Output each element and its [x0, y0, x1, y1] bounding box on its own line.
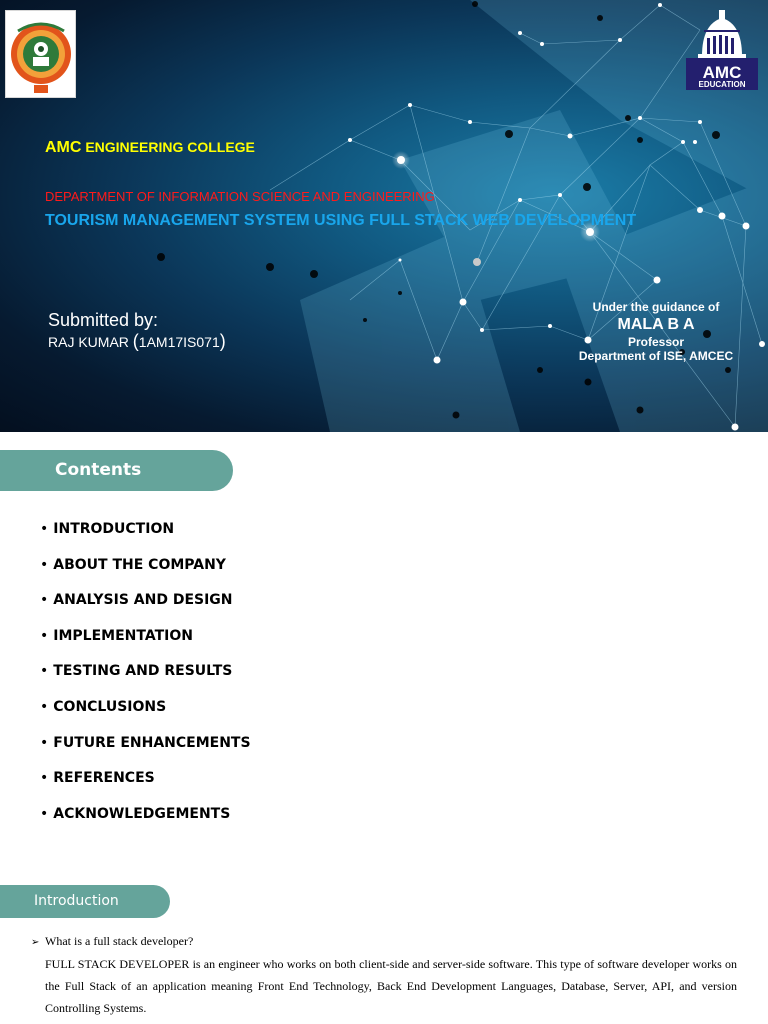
- list-item: • FUTURE ENHANCEMENTS: [40, 734, 251, 751]
- student-name: RAJ KUMAR: [48, 334, 133, 350]
- guide-name: MALA B A: [617, 316, 695, 333]
- intro-question: [31, 934, 193, 949]
- contents-heading: Contents: [0, 450, 233, 491]
- bullet-dot-icon: •: [40, 698, 49, 715]
- arrow-bullet-icon: ➢: [31, 937, 40, 948]
- intro-paragraph: FULL STACK DEVELOPER is an engineer who works on both client-side and server-side software. This type of software developer works on the Full Stack of an application meaning Front End Technology, Back End Development Languages, Database, Server, API, and version Controlling Systems.: [45, 957, 737, 1015]
- college-name: [45, 139, 255, 157]
- intro-question-text: What is a full stack developer?: [45, 934, 194, 948]
- contents-list: [40, 521, 251, 841]
- list-item: • IMPLEMENTATION: [40, 627, 193, 644]
- svg-text:AMC: AMC: [702, 63, 742, 82]
- list-item: • ANALYSIS AND DESIGN: [40, 592, 233, 609]
- bullet-dot-icon: •: [40, 592, 49, 609]
- title-slide: [0, 0, 768, 432]
- guide-department: Department of ISE, AMCEC: [578, 349, 734, 363]
- introduction-heading: Introduction: [0, 885, 170, 918]
- bullet-dot-icon: •: [40, 770, 49, 787]
- college-prefix: AMC: [45, 139, 82, 156]
- college-seal-logo: [5, 10, 76, 98]
- guidance-label: Under the guidance of: [592, 300, 720, 314]
- list-item: • ABOUT THE COMPANY: [40, 556, 226, 573]
- amc-education-logo: [686, 8, 758, 90]
- list-item: • INTRODUCTION: [40, 521, 175, 537]
- bullet-dot-icon: •: [40, 663, 49, 680]
- bullet-dot-icon: •: [40, 556, 49, 573]
- guide-block: [556, 300, 756, 363]
- dome-icon: [698, 10, 746, 58]
- bullet-dot-icon: •: [40, 627, 49, 644]
- bullet-dot-icon: •: [40, 734, 49, 751]
- list-item: • TESTING AND RESULTS: [40, 663, 233, 680]
- list-item: • CONCLUSIONS: [40, 698, 167, 715]
- submitted-by-label: Submitted by:: [48, 310, 159, 330]
- project-title: TOURISM MANAGEMENT SYSTEM USING FULL STACK WEB DEVELOPMENT: [45, 212, 637, 229]
- list-item: • REFERENCES: [40, 770, 155, 787]
- list-item: • ACKNOWLEDGEMENTS: [40, 805, 231, 822]
- bullet-dot-icon: •: [40, 521, 49, 537]
- student-id: 1AM17IS071: [138, 334, 220, 350]
- guide-title: Professor: [627, 335, 685, 349]
- student-info: RAJ KUMAR (1AM17IS071): [48, 331, 226, 351]
- college-rest: ENGINEERING COLLEGE: [81, 139, 255, 155]
- college-seal-icon: [6, 11, 77, 99]
- department-name: DEPARTMENT OF INFORMATION SCIENCE AND ENGINEERING: [45, 189, 435, 204]
- bullet-dot-icon: •: [40, 805, 49, 822]
- svg-text:EDUCATION: EDUCATION: [698, 80, 746, 89]
